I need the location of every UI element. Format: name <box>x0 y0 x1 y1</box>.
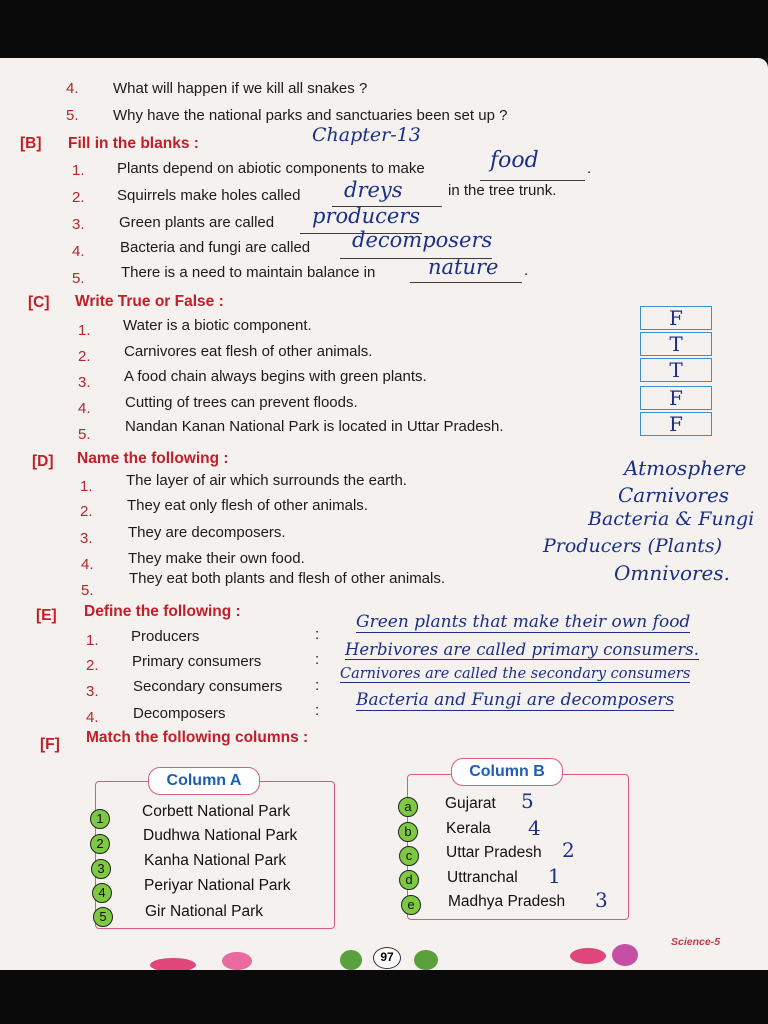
colon: : <box>315 626 320 643</box>
true-false-answer-box: F <box>640 412 712 436</box>
column-b-item: Madhya Pradesh <box>448 893 566 910</box>
flower-decoration <box>570 948 606 964</box>
question-number: 5. <box>72 270 85 287</box>
item-number-circle: 2 <box>90 834 110 854</box>
flower-decoration <box>222 952 252 970</box>
question-number: 4. <box>72 243 85 260</box>
flower-decoration <box>150 958 196 970</box>
question-number: 1. <box>72 162 85 179</box>
item-number-circle: 4 <box>92 883 112 903</box>
handwritten-chapter-note: Chapter-13 <box>312 124 421 146</box>
leaf-decoration <box>414 950 438 970</box>
punctuation: . <box>587 160 592 177</box>
term-text: Secondary consumers <box>133 678 283 695</box>
true-false-answer-box: T <box>640 358 712 382</box>
true-false-answer-box: T <box>640 332 712 356</box>
punctuation: . <box>524 262 529 279</box>
question-text: in the tree trunk. <box>448 182 557 199</box>
column-a-item: Periyar National Park <box>144 877 291 894</box>
true-false-answer-box: F <box>640 306 712 330</box>
leaf-decoration <box>340 950 362 970</box>
section-title: Name the following : <box>77 450 229 467</box>
section-label: [B] <box>20 135 42 152</box>
column-b-item: Uttar Pradesh <box>446 844 542 861</box>
notebook-page <box>0 58 768 970</box>
column-a-heading: Column A <box>148 767 260 795</box>
question-number: 4. <box>86 709 99 726</box>
section-title: Fill in the blanks : <box>68 135 199 152</box>
question-text: Plants depend on abiotic components to make <box>117 160 425 177</box>
handwritten-definition: Green plants that make their own food <box>356 612 691 632</box>
handwritten-answer: producers <box>312 204 421 228</box>
item-number-circle: 3 <box>91 859 111 879</box>
colon: : <box>315 702 320 719</box>
question-text: They eat both plants and flesh of other animals. <box>129 570 446 587</box>
question-number: 1. <box>86 632 99 649</box>
handwritten-match-answer: 3 <box>595 888 608 912</box>
question-text: Cutting of trees can prevent floods. <box>125 394 358 411</box>
section-label: [F] <box>40 736 60 753</box>
question-number: 2. <box>72 189 85 206</box>
question-number: 2. <box>78 348 91 365</box>
question-text: Green plants are called <box>119 214 275 231</box>
question-text: They make their own food. <box>128 550 305 567</box>
item-letter-circle: b <box>398 822 418 842</box>
true-false-answer-box: F <box>640 386 712 410</box>
section-title: Write True or False : <box>75 293 224 310</box>
handwritten-match-answer: 5 <box>521 789 534 813</box>
column-a-item: Corbett National Park <box>142 803 291 820</box>
question-number: 2. <box>86 657 99 674</box>
question-text: They are decomposers. <box>128 524 286 541</box>
term-text: Decomposers <box>133 705 226 722</box>
question-number: 2. <box>80 503 93 520</box>
item-letter-circle: d <box>399 870 419 890</box>
item-number-circle: 5 <box>93 907 113 927</box>
question-text: Bacteria and fungi are called <box>120 239 311 256</box>
question-text: The layer of air which surrounds the earth. <box>126 472 407 489</box>
question-text: They eat only flesh of other animals. <box>127 497 368 514</box>
item-number-circle: 1 <box>90 809 110 829</box>
handwritten-match-answer: 1 <box>548 864 561 888</box>
question-number: 4. <box>81 556 94 573</box>
column-a-item: Gir National Park <box>145 903 264 920</box>
section-title: Define the following : <box>84 603 241 620</box>
item-letter-circle: c <box>399 846 419 866</box>
colon: : <box>315 677 320 694</box>
handwritten-answer: Bacteria & Fungi <box>588 508 755 530</box>
item-letter-circle: a <box>398 797 418 817</box>
question-text: A food chain always begins with green plants. <box>124 368 427 385</box>
handwritten-answer: decomposers <box>352 228 493 252</box>
book-title-footer: Science-5 <box>671 936 721 948</box>
handwritten-match-answer: 2 <box>562 838 575 862</box>
answer-blank <box>410 282 522 283</box>
handwritten-answer: food <box>490 148 539 173</box>
question-number: 1. <box>80 478 93 495</box>
handwritten-definition: Carnivores are called the secondary consumers <box>340 666 691 682</box>
handwritten-answer: Producers (Plants) <box>543 535 723 557</box>
item-letter-circle: e <box>401 895 421 915</box>
question-number: 4. <box>66 80 79 97</box>
question-text: Squirrels make holes called <box>117 187 301 204</box>
handwritten-definition: Herbivores are called primary consumers. <box>345 640 700 659</box>
handwritten-match-answer: 4 <box>528 816 541 840</box>
column-a-item: Kanha National Park <box>144 852 287 869</box>
page-number: 97 <box>373 947 401 969</box>
question-number: 3. <box>72 216 85 233</box>
question-number: 3. <box>80 530 93 547</box>
handwritten-answer: Carnivores <box>618 483 730 507</box>
section-label: [D] <box>32 453 54 470</box>
question-number: 5. <box>66 107 79 124</box>
column-b-item: Kerala <box>446 820 491 837</box>
question-number: 3. <box>78 374 91 391</box>
handwritten-answer: dreys <box>344 178 403 202</box>
flower-decoration <box>612 944 638 966</box>
question-number: 5. <box>81 582 94 599</box>
question-text: What will happen if we kill all snakes ? <box>113 80 368 97</box>
handwritten-definition: Bacteria and Fungi are decomposers <box>356 690 675 710</box>
column-b-item: Uttranchal <box>447 869 518 886</box>
column-a-item: Dudhwa National Park <box>143 827 298 844</box>
question-number: 5. <box>78 426 91 443</box>
term-text: Primary consumers <box>132 653 262 670</box>
handwritten-answer: Atmosphere <box>624 456 747 480</box>
handwritten-answer: nature <box>428 255 499 279</box>
question-number: 4. <box>78 400 91 417</box>
question-text: Carnivores eat flesh of other animals. <box>124 343 373 360</box>
column-b-item: Gujarat <box>445 795 496 812</box>
term-text: Producers <box>131 628 200 645</box>
handwritten-answer: Omnivores. <box>614 561 730 585</box>
question-text: There is a need to maintain balance in <box>121 264 376 281</box>
answer-blank <box>480 180 585 181</box>
question-text: Why have the national parks and sanctuaries been set up ? <box>113 107 508 124</box>
question-text: Water is a biotic component. <box>123 317 312 334</box>
column-b-heading: Column B <box>451 758 563 786</box>
section-label: [C] <box>28 294 50 311</box>
section-title: Match the following columns : <box>86 729 309 746</box>
question-number: 3. <box>86 683 99 700</box>
colon: : <box>315 651 320 668</box>
question-number: 1. <box>78 322 91 339</box>
section-label: [E] <box>36 607 57 624</box>
question-text: Nandan Kanan National Park is located in Uttar Pradesh. <box>125 418 504 435</box>
